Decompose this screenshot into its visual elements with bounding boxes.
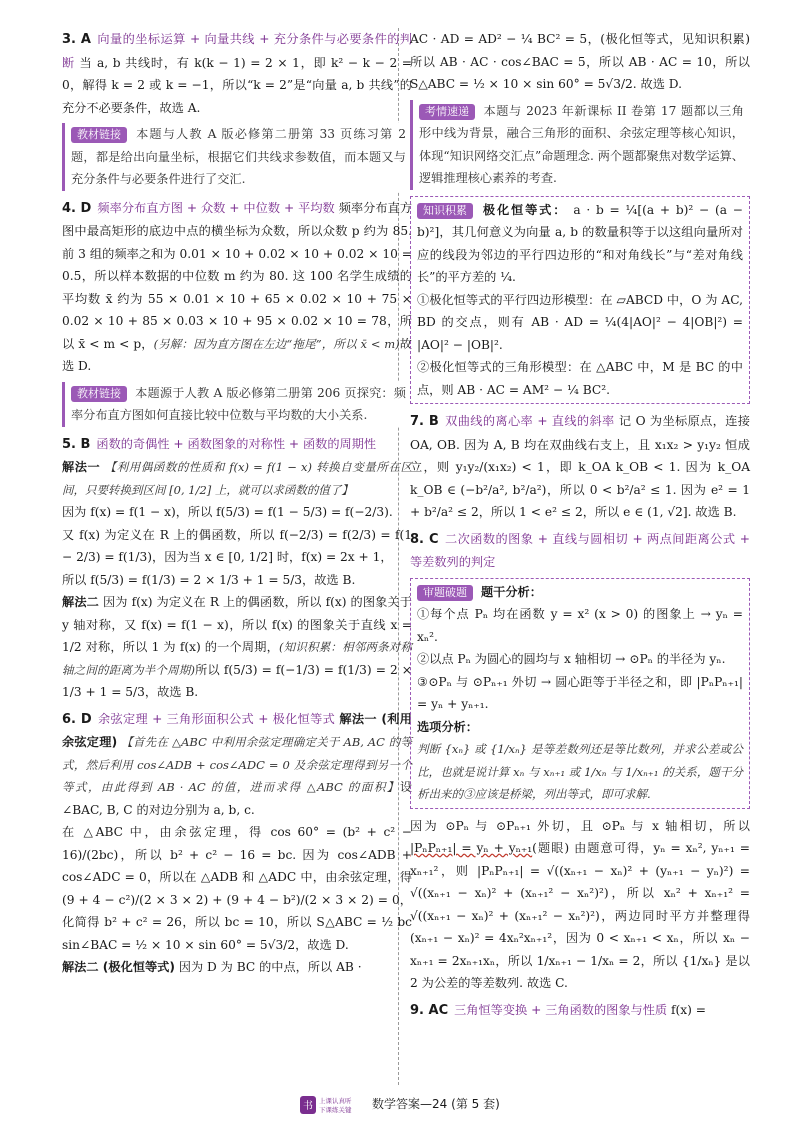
box-title: 题干分析：: [481, 584, 542, 599]
textbook-link-box: [62, 382, 412, 427]
question-number: 5. B: [62, 436, 91, 452]
question-5: [62, 433, 412, 704]
page-footer: [0, 1093, 800, 1116]
question-number: 3. A: [62, 32, 91, 47]
box-line: ①极化恒等式的平行四边形模型：在 ▱ABCD 中，O 为 AC, BD 的交点，则有 AB · AD = ¼(4|AO|² − 4|OB|²) = |AO|² − |OB|².: [417, 292, 743, 352]
method-label: 解法二: [62, 595, 99, 609]
question-3: [62, 28, 412, 191]
box-tag: 考情速递: [419, 104, 475, 120]
box-line: a · b = ¼[(a + b)² − (a − b)²]，其几何意义为向量 a, b 的数量积等于以这组向量所对应的线段为邻边的平行四边形的“和对角线长”与“差对角线长”的平方差的 ¼.: [417, 202, 743, 284]
box-line: 判断 {xₙ} 或 {1/xₙ} 是等差数列还是等比数列，并求公差或公比，也就是说计算 xₙ 与 xₙ₊₁ 或 1/xₙ 与 1/xₙ₊₁ 的关系，题干分析出来的③应该是桥梁，列出等式，即可求解.: [417, 742, 743, 801]
solution-line: 又 f(x) 为定义在 R 上的偶函数，所以 f(−2/3) = f(2/3) = f(1 − 2/3) = f(1/3)，因为当 x ∈ [0, 1/2] 时，f(x) = 2x + 1，: [62, 527, 412, 564]
left-column: [62, 28, 412, 983]
note-text: (知识积累：相邻两条对称轴之间的距离为半个周期): [62, 640, 412, 677]
question-6-continued: [410, 28, 750, 404]
box-line: ③⊙Pₙ 与 ⊙Pₙ₊₁ 外切 → 圆心距等于半径之和，即 |PₙPₙ₊₁| = yₙ + yₙ₊₁.: [417, 674, 743, 711]
svg-text:书: 书: [303, 1100, 314, 1112]
question-7: [410, 410, 750, 524]
knowledge-points: 向量的坐标运算 + 向量共线 + 充分条件与必要条件的判断: [62, 32, 412, 70]
box-tag: 知识积累: [417, 203, 473, 219]
box-text: 本题与 2023 年新课标 II 卷第 17 题都以三角形中线为背景，融合三角形的面积、余弦定理等核心知识，体现“知识网络交汇点”命题理念. 两个题都聚焦对数学运算、逻辑推理核心素养的考查.: [419, 103, 744, 185]
conclusion: 故选 D.: [62, 336, 412, 373]
knowledge-points: 余弦定理 + 三角形面积公式 + 极化恒等式: [97, 711, 336, 726]
solution-text: (题眼) 由题意可得，yₙ = xₙ², yₙ₊₁ = xₙ₊₁²，则 |PₙPₙ₊₁| = √((xₙ₊₁ − xₙ)² + (yₙ₊₁ − yₙ)²) = √((xₙ₊₁ − xₙ)² + (xₙ₊₁² − xₙ²)²)，所以 xₙ² + xₙ₊₁² = √((xₙ₊₁ − xₙ)² + (xₙ₊₁² − xₙ²)²)，两边同时平方并整理得 (xₙ₊₁ − xₙ)² = 4xₙ²xₙ₊₁²，因为 0 < xₙ₊₁ < xₙ，所以 xₙ − xₙ₊₁ = 2xₙ₊₁xₙ，所以 1/xₙ₊₁ − 1/xₙ = 2，所以 {1/xₙ} 是以 2 为公差的等差数列. 故选 C.: [410, 841, 751, 990]
solution-line: 所以 f(5/3) = f(−1/3) = f(1/3) = 2 × 1/3 + 1 = 5/3，故选 B.: [62, 662, 412, 699]
knowledge-points: 三角恒等变换 + 三角函数的图象与性质: [454, 1002, 668, 1017]
solution-line: 所以 f(5/3) = f(1/3) = 2 × 1/3 + 1 = 5/3，故选 B.: [62, 572, 356, 587]
method-label: 解法二 (极化恒等式): [62, 960, 175, 974]
box-text: 本题与人教 A 版必修第二册第 33 页练习第 2 题，都是给出向量坐标，根据它们共线求参数值，而本题又与充分条件与必要条件进行了交汇.: [71, 127, 406, 186]
knowledge-points: 函数的奇偶性 + 函数图象的对称性 + 函数的周期性: [96, 436, 377, 451]
question-8: [410, 528, 750, 995]
knowledge-box: [410, 196, 750, 405]
question-9: [410, 999, 750, 1023]
method-label: 解法一: [62, 460, 101, 474]
box-title: 选项分析：: [417, 719, 478, 734]
box-tag: 教材链接: [71, 127, 127, 143]
box-tag: 审题破题: [417, 585, 473, 601]
publisher-logo-icon: [300, 1094, 360, 1116]
question-number: 6. D: [62, 711, 92, 727]
solution-text: 当 a, b 共线时，有 k(k − 1) = 2 × 1，即 k² − k − 2 = 0，解得 k = 2 或 k = −1，所以“k = 2”是“向量 a, b 共线”的充分不必要条件，故选 A.: [62, 55, 413, 115]
method-note: 【首先在 △ABC 中利用余弦定理确定关于 AB, AC 的等式，然后利用 cos∠ADB + cos∠ADC = 0 及余弦定理得到另一个等式，由此得到 AB · AC 的值，进而求得 △ABC 的面积】: [62, 735, 412, 794]
solution-line: 因为 D 为 BC 的中点，所以 AB ·: [178, 960, 362, 974]
textbook-link-box: [62, 123, 412, 191]
question-6: [62, 708, 412, 979]
question-number: 8. C: [410, 531, 439, 547]
solution-line: 因为 f(x) = f(1 − x)，所以 f(5/3) = f(1 − 5/3) = f(−2/3).: [62, 505, 393, 519]
question-4: [62, 197, 412, 427]
box-tag: 教材链接: [71, 386, 127, 402]
method-note: 【利用偶函数的性质和 f(x) = f(1 − x) 转换自变量所在区间，只要转换到区间 [0, 1/2] 上，就可以求函数的值了】: [62, 460, 413, 497]
exam-info-box: [410, 100, 750, 190]
knowledge-points: 双曲线的离心率 + 直线的斜率: [444, 414, 615, 428]
analysis-box: [410, 578, 750, 809]
solution-text: 频率分布直方图中最高矩形的底边中点的横坐标为众数，所以众数 p 约为 85. 前 3 组的频率之和为 0.01 × 10 + 0.02 × 10 + 0.02 × 10 = 0.5，所以样本数据的中位数 m 约为 80. 这 100 名学生成绩的平均数 x̄ 约为 55 × 0.01 × 10 + 65 × 0.02 × 10 + 75 × 0.02 × 10 + 85 × 0.03 × 10 + 95 × 0.02 × 10 = 78，所以 x̄ < m < p，: [62, 200, 413, 351]
box-text: 本题源于人教 A 版必修第二册第 206 页探究：频率分布直方图如何直接比较中位数与平均数的大小关系.: [71, 385, 406, 422]
logo-line-2: 下课练关键: [319, 1105, 352, 1114]
box-line: ①每个点 Pₙ 均在函数 y = x² (x > 0) 的图象上 → yₙ = xₙ².: [417, 607, 743, 644]
question-number: 9. AC: [410, 1002, 449, 1018]
right-column: [410, 28, 750, 1026]
box-line: ②极化恒等式的三角形模型：在 △ABC 中，M 是 BC 的中点，则 AB · AC = AM² − ¼ BC².: [417, 360, 743, 397]
question-number: 4. D: [62, 200, 92, 216]
solution-line: AC · AD = AD² − ¼ BC² = 5，(极化恒等式，见知识积累) 所以 AB · AC · cos∠BAC = 5，所以 AB · AC = 10，所以 S△ABC = ½ × 10 × sin 60° = 5√3/2. 故选 D.: [410, 32, 750, 91]
knowledge-points: 频率分布直方图 + 众数 + 中位数 + 平均数: [97, 200, 335, 215]
solution-text: f(x) =: [670, 1002, 706, 1017]
solution-line: 设 ∠BAC, B, C 的对边分别为 a, b, c.: [62, 780, 412, 817]
method-label: 解法一 (利用余弦定理): [62, 711, 412, 749]
box-title: 极化恒等式：: [481, 202, 568, 217]
page-number: 数学答案—24 (第 5 套): [372, 1097, 500, 1112]
knowledge-points: 二次函数的图象 + 直线与圆相切 + 两点间距离公式 + 等差数列的判定: [410, 531, 750, 569]
solution-line: 在 △ABC 中，由余弦定理，得 cos 60° = (b² + c² − 16)/(2bc)，所以 b² + c² − 16 = bc. 因为 cos∠ADB + cos∠ADC = 0，所以在 △ADB 和 △ADC 中，由余弦定理，得 (9 + 4 − c²)/(2 × 3 × 2) + (9 + 4 − b²)/(2 × 3 × 2) = 0，化简得 b² + c² = 26，所以 bc = 10，所以 S△ABC = ½ bc sin∠BAC = ½ × 10 × sin 60° = 5√3/2，故选 D.: [62, 825, 412, 952]
key-equation: |PₙPₙ₊₁| = yₙ + yₙ₊₁: [410, 841, 533, 855]
solution-line: 因为 f(x) 为定义在 R 上的偶函数，所以 f(x) 的图象关于 y 轴对称，又 f(x) = f(1 − x)，所以 f(x) 的图象关于直线 x = 1/2 对称，所以 1 为 f(x) 的一个周期，: [62, 595, 412, 654]
solution-text: 因为 ⊙Pₙ 与 ⊙Pₙ₊₁ 外切，且 ⊙Pₙ 与 x 轴相切，所以: [410, 818, 750, 833]
question-number: 7. B: [410, 414, 439, 429]
box-line: ②以点 Pₙ 为圆心的圆均与 x 轴相切 → ⊙Pₙ 的半径为 yₙ.: [417, 652, 726, 666]
logo-line-1: 上课认真听: [319, 1096, 352, 1105]
note-text: (另解：因为直方图在左边“拖尾”，所以 x̄ < m): [153, 336, 400, 351]
solution-text: 记 O 为坐标原点，连接 OA, OB. 因为 A, B 均在双曲线右支上，且 x₁x₂ > y₁y₂ 恒成立，则 y₁y₂/(x₁x₂) < 1，即 k_OA k_OB < 1. 因为 k_OA k_OB ∈ (−b²/a², b²/a²)，所以 0 < b²/a² ≤ 1. 因为 e² = 1 + b²/a² ≤ 2，所以 1 < e² ≤ 2，所以 e ∈ (1, √2]. 故选 B.: [410, 414, 750, 519]
